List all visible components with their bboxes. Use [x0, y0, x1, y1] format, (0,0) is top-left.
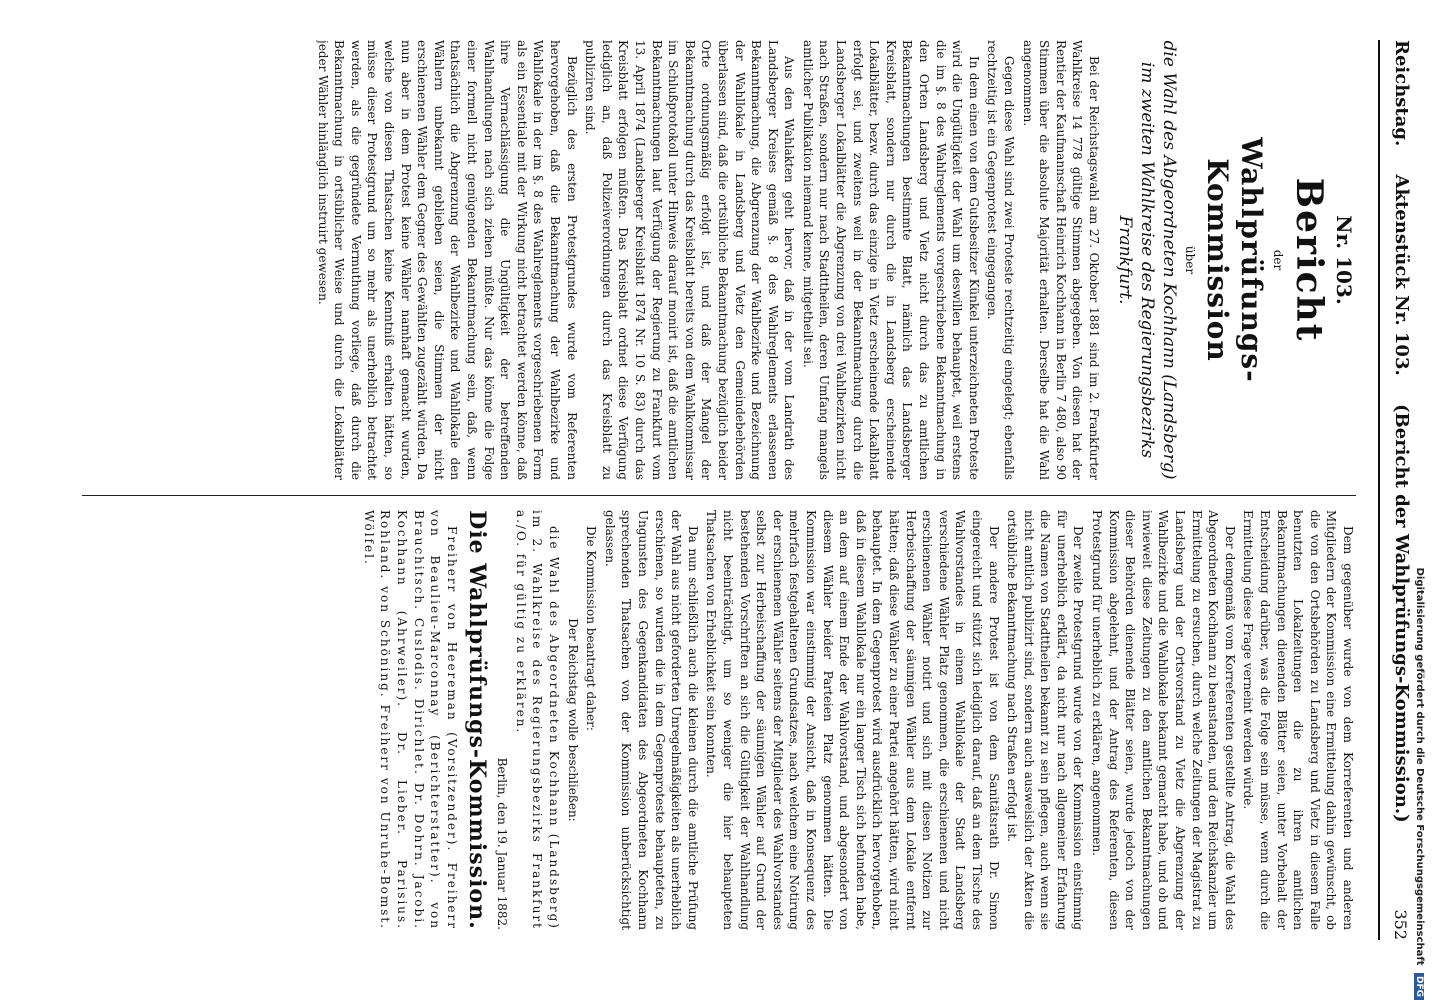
digitization-note: [1408, 0, 1430, 1000]
header-section: (Bericht der Wahlprüfungs-Kommission.): [1391, 404, 1412, 823]
page-number: 352: [1391, 909, 1410, 940]
column-one: [82, 40, 1356, 480]
paragraph: Da nun schließlich auch die kleinen durch die amtliche Prüfung der Wahl aus nicht geforderten Unregelmäßigkeiten als unerheblich erschienen, so wurden die in dem Gegenproteste behaupteten, zu Ungunsten des Gegenkandidaten des Abgeordneten Kochhann sprechenden Thatsachen von der Kommission unberücksichtigt gelassen.: [602, 510, 700, 930]
signature-title: Die Wahlprüfungs-Kommission.: [463, 510, 490, 930]
header-left: Reichstag.: [1391, 40, 1412, 147]
document-subject: die Wahl des Abgeordneten Kochhann (Landsberg) im zweiten Wahlkreise des Regierungsbezirks Frankfurt.: [1115, 40, 1179, 480]
document-title: Bericht: [1288, 177, 1330, 343]
commission-title: Wahlprüfungs-Kommission: [1201, 137, 1268, 383]
digitization-text: Digitalisierung gefördert durch die Deutsche Forschungsgemeinschaft: [1414, 567, 1425, 966]
rotated-page: [42, 0, 1432, 1000]
paragraph: Bezüglich des ersten Protestgrundes wurde vom Referenten hervorgehoben, daß die Bekanntmachung der Wahlbezirke und Wahllokale in der im §. 8 des Wahlreglements vorgeschriebenen Form als ein Essentiale mit der Wirkung nicht betrachtet werden könne, daß ihre Vernachlässigung die Ungültigkeit der betreffenden Wahlhandlungen nach sich ziehen müßte. Nur das könne die Folge einer formell nicht genügenden Bekanntmachung sein, daß, wenn thatsächlich die Abgrenzung der Wahlbezirke und Wahllokale den Wählern unbekannt geblieben seien, die Stimmen der nicht erschienenen Wähler dem Gegner des Gewählten zugezählt würden. Da nun aber in dem Protest keine Wähler namhaft gemacht wurden, welche von diesen Thatsachen keine Kenntniß erhalten hätten, so müsse dieser Protestgrund um so mehr als unerheblich betrachtet werden, als die gegründete Vermuthung vorliege, daß durch die Bekanntmachung in ortsüblicher Weise und durch die Lokalblätter jeder Wähler hinlänglich instruirt gewesen.: [315, 40, 579, 480]
paragraph: Der demgemäß vom Korreferenten gestellte Antrag, die Wahl des Abgeordneten Kochhann zu beanstanden, und den Reichskanzler um Ermittelung zu ersuchen, durch welche Zeitungen der Magistrat zu Landsberg und der Ortsvorstand zu Vietz die Abgrenzung der Wahlbezirke und die Wahllokale bekannt gemacht habe, und ob und inwieweit diese Zeitungen zu den amtlichen Bekanntmachungen dieser Behörden dienende Blätter seien, wurde jedoch von der Kommission abgelehnt, und der Antrag des Referenten, diesen Protestgrund für unerheblich zu erklären, angenommen.: [1090, 510, 1237, 930]
paragraph: Der andere Protest ist von dem Sanitätsrath Dr. Simon eingereicht und stützt sich lediglich darauf, daß an dem Tische des Wahlvorstandes in einem Wahllokale der Stadt Landsberg verschiedene Wähler Platz genommen, die erschienenen und nicht erschienenen Wähler notirt und sich mit diesen Notizen zur Herbeischaffung der säumigen Wähler aus dem Lokale entfernt hätten; daß diese Wähler zu einer Partei angehört hätten, wird nicht behauptet. In dem Gegenprotest wird ausdrücklich hervorgehoben, daß in diesem Wahllokale nur ein langer Tisch sich befunden habe, an dem auf einem Ende der Wahlvorstand, und abgesondert von diesem Wähler beider Parteien Platz genommen hätten. Die Kommission war einstimmig der Ansicht, daß in Konsequenz des mehrfach festgehaltenen Grundsatzes, nach welchem eine Notirung der erschienenen Wähler seitens der Mitglieder des Wahlvorstandes selbst zur Herbeischaffung der säumigen Wähler auf Grund der bestehenden Vorschriften an sich die Gültigkeit der Wahlhandlung nicht beeinträchtigt, um so weniger die hier behaupteten Thatsachen von Erheblichkeit sein konnten.: [704, 510, 1001, 930]
paragraph: Die Kommission beantragt daher:: [584, 526, 599, 731]
paragraph: Aus den Wahlakten geht hervor, daß in der vom Landrath des Landsberger Kreises gemäß §. 8 des Wahlreglements erlassenen Bekanntmachung, die Abgrenzung der Wahlbezirke und Bezeichnung der Wahllokale in Landsberg und Vietz den Gemeindebehörden überlassen sind, daß die ortsübliche Bekanntmachung bezüglich beider Orte ordnungsmäßig erfolgt ist, und daß der Mangel der Bekanntmachung durch das Kreisblatt bereits von dem Wahlkommissar im Schlußprotokoll unter Hinweis darauf monirt ist, daß die amtlichen Bekanntmachungen laut Verfügung der Regierung zu Frankfurt vom 13. April 1874 (Landsberger Kreisblatt 1874 Nr. 10 S. 83) durch das Kreisblatt erfolgen müßten. Das Kreisblatt ordnet diese Verfügung lediglich an, daß Polizeiverordnungen durch das Kreisblatt zu publiziren sind.: [583, 40, 797, 480]
paragraph: In dem einen von dem Gutsbesitzer Künkel unterzeichneten Proteste wird die Ungültigkeit der Wahl um deswillen behauptet, weil erstens die im §. 8 des Wahlreglements vorgeschriebene Bekanntmachung in den Orten Landsberg und Vietz nicht durch das zu amtlichen Bekanntmachungen bestimmte Blatt, nämlich das Landsberger Kreisblatt, sondern nur durch die in Landsberg erscheinende Lokalblätter, bezw. durch das einzige in Vietz erscheinende Lokalblatt erfolgt sei, und zweitens weil in der Bekanntmachung durch die Landsberger Lokalblätter die Abgrenzung von drei Wahlbezirken nicht nach Straßen, sondern nur nach Stadttheilen, deren Umfang mangels amtlicher Publikation niemand kenne, mitgetheilt sei.: [800, 40, 981, 480]
title-ueber: über: [1183, 245, 1197, 275]
paragraph: Gegen diese Wahl sind zwei Proteste rechtzeitig eingelegt; ebenfalls rechtzeitig ist ein Gegenprotest eingegangen.: [985, 40, 1017, 480]
column-two: [82, 510, 1356, 930]
motion-heading: Der Reichstag wolle beschließen:: [565, 618, 580, 822]
dfg-logo: DFG: [1414, 973, 1424, 1000]
column-divider: [82, 495, 1356, 496]
signature-members: Freiherr von Heereman (Vorsitzender). Freiherr von Beaulieu-Marconnay (Berichterstatter). von Brauchitsch. Cuslodis. Dirichlet. Dr. Dohrn. Jacobi. Kochhann (Ahrweiler). Dr. Lieber. Parisius. Rohland. von Schöning. Freiherr von Unruhe-Bomst. Wölfel.: [361, 510, 459, 930]
paragraph: Dem gegenüber wurde von dem Korreferenten und anderen Mitgliedern der Kommission eine Ermittelung dahin gewünscht, ob die von den Ortsbehörden zu Landsberg und Vietz in diesem Falle benutzten Lokalzeitungen die zu ihren amtlichen Bekanntmachungen dienenden Blätter seien, unter Vorbehalt der Entscheidung darüber, was die Folge sein müsse, wenn durch die Ermittelung diese Frage verneint werden würde.: [1241, 510, 1355, 930]
header-document: Aktenstück Nr. 103.: [1391, 174, 1412, 376]
paragraph: Der zweite Protestgrund wurde von der Kommission einstimmig für unerheblich erklärt, da nicht nur nach allgemeiner Erfahrung die Namen von Stadttheilen bekannt zu sein pflegen, auch wenn sie nicht amtlich publizirt sind, sondern auch ausweislich der Akten die ortsübliche Bekanntmachung nach Straßen erfolgt ist.: [1005, 510, 1086, 930]
document-number: Nr. 103.: [1332, 215, 1356, 305]
paragraph: Bei der Reichstagswahl am 27. Oktober 1881 sind im 2. Frankfurter Wahlkreise 14 778 gültige Stimmen abgegeben. Von diesen hat der Rentier der Kaufmannschaft Heinrich Kochhann in Berlin 7 480, also 90 Stimmen über die absolute Majorität erhalten. Derselbe hat die Wahl angenommen.: [1020, 40, 1101, 480]
title-der: der: [1271, 249, 1285, 271]
motion-text: die Wahl des Abgeordneten Kochhann (Landsberg) im 2. Wahlkreise des Regierungsbezirks Frankfurt a./O. für gültig zu erklären.: [513, 510, 562, 930]
date-line: Berlin, den 19. Januar 1882.: [495, 757, 510, 930]
